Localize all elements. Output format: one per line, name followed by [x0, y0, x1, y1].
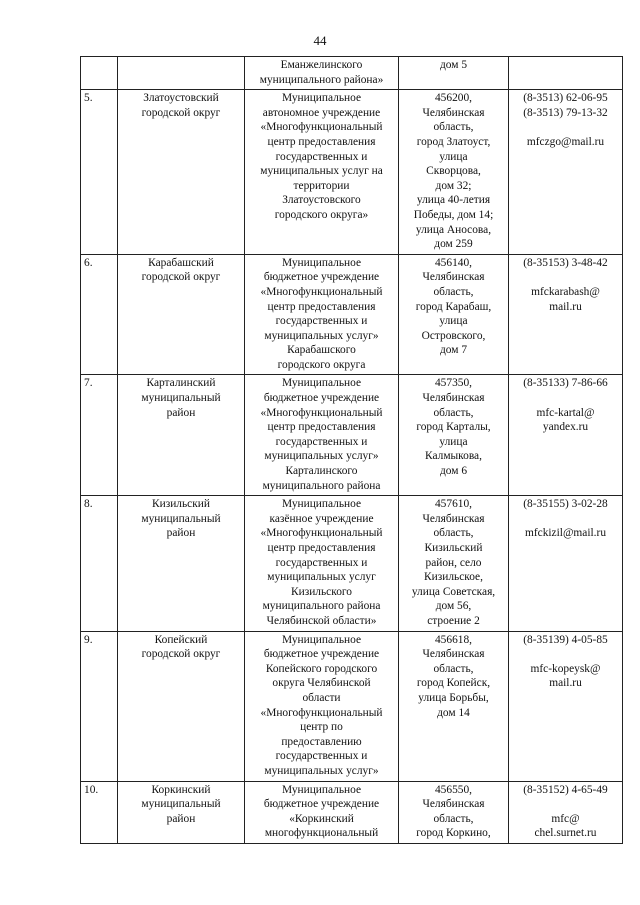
email-line: mfc@: [551, 812, 580, 825]
organization-line: муниципального района: [262, 600, 381, 613]
spacer: [512, 512, 619, 527]
address-line: 456140,: [434, 256, 473, 269]
municipality-line: район: [166, 406, 196, 419]
organization-line: государственных и: [275, 556, 368, 569]
organization-line: центр предоставления: [267, 421, 376, 434]
contact-cell: [509, 57, 623, 90]
organization-line: муниципальных услуг»: [264, 450, 379, 463]
email-line: mfc-kopeysk@: [530, 662, 601, 675]
organization-line: муниципальных услуг»: [264, 329, 379, 342]
organization-line: Муниципальное: [281, 633, 362, 646]
row-number: 5.: [81, 90, 118, 255]
address-cell: [399, 90, 509, 255]
registry-body: [81, 57, 623, 844]
address-line: 456550,: [434, 783, 473, 796]
organization-line: автономное учреждение: [262, 106, 381, 119]
address-line: 457610,: [434, 498, 473, 511]
municipality-cell: [118, 375, 245, 496]
municipality-cell: [118, 57, 245, 90]
organization-line: округа Челябинской: [272, 677, 371, 690]
table-row: [81, 57, 623, 90]
table-row: [81, 631, 623, 781]
email-line: yandex.ru: [542, 421, 589, 434]
address-line: дом 14: [437, 706, 470, 719]
address-cell: [399, 254, 509, 375]
spacer: [512, 647, 619, 662]
organization-line: Карталинского: [285, 465, 358, 478]
organization-line: бюджетное учреждение: [263, 271, 380, 284]
address-line: область,: [433, 406, 474, 419]
address-cell: [399, 781, 509, 843]
mfc-registry-table: [80, 56, 623, 844]
email-line: mfczgo@mail.ru: [526, 135, 605, 148]
table-row: [81, 375, 623, 496]
organization-line: предоставлению: [281, 735, 362, 748]
phone-line: (8-3513) 79-13-32: [523, 106, 608, 119]
contact-cell: [509, 631, 623, 781]
phone-line: (8-35155) 3-02-28: [523, 498, 608, 511]
organization-line: территории: [293, 179, 350, 192]
municipality-line: муниципальный: [141, 512, 221, 525]
municipality-cell: [118, 90, 245, 255]
address-line: область,: [433, 527, 474, 540]
organization-line: Челябинской области»: [266, 614, 377, 627]
municipality-line: Карабашский: [148, 256, 214, 269]
organization-line: Муниципальное: [281, 92, 362, 105]
table-row: [81, 254, 623, 375]
address-cell: [399, 496, 509, 631]
organization-line: Муниципальное: [281, 377, 362, 390]
address-line: Скворцова,: [426, 165, 481, 178]
address-line: улица: [439, 315, 468, 328]
organization-cell: [245, 375, 399, 496]
address-line: дом 259: [434, 238, 473, 251]
address-line: 457350,: [434, 377, 473, 390]
organization-line: казённое учреждение: [269, 512, 374, 525]
organization-line: «Коркинский: [289, 812, 354, 825]
organization-line: Еманжелинского: [280, 59, 363, 71]
address-line: Челябинская: [422, 512, 485, 525]
row-number: 9.: [81, 631, 118, 781]
contact-cell: [509, 254, 623, 375]
municipality-line: район: [166, 812, 196, 825]
organization-line: Муниципальное: [281, 783, 362, 796]
address-line: Кизильское,: [424, 571, 483, 584]
contact-cell: [509, 781, 623, 843]
address-line: область,: [433, 285, 474, 298]
organization-line: муниципальных услуг»: [264, 764, 379, 777]
organization-cell: [245, 496, 399, 631]
address-line: Кизильский: [424, 542, 483, 554]
address-line: Островского,: [421, 329, 486, 342]
email-line: mail.ru: [549, 677, 582, 690]
address-line: район, село: [425, 556, 482, 569]
phone-line: (8-35139) 4-05-85: [523, 633, 608, 646]
municipality-cell: [118, 781, 245, 843]
spacer: [512, 797, 619, 812]
contact-cell: [509, 90, 623, 255]
phone-line: (8-35152) 4-65-49: [523, 783, 608, 796]
organization-line: «Многофункциональный: [260, 527, 383, 540]
organization-line: муниципального района: [262, 479, 381, 492]
municipality-line: район: [166, 527, 196, 540]
address-cell: [399, 631, 509, 781]
organization-line: городского округа: [277, 358, 366, 371]
address-line: улица: [439, 435, 468, 448]
organization-line: муниципального района»: [259, 73, 384, 86]
organization-line: бюджетное учреждение: [263, 392, 380, 405]
address-line: дом 5: [439, 59, 468, 71]
spacer: [512, 270, 619, 285]
phone-line: (8-35133) 7-86-66: [523, 377, 608, 390]
address-line: дом 56,: [435, 600, 472, 613]
address-line: город Златоуст,: [416, 135, 491, 148]
organization-line: бюджетное учреждение: [263, 798, 380, 811]
address-line: Калмыкова,: [425, 450, 482, 463]
email-line: mail.ru: [549, 300, 582, 313]
row-number: 6.: [81, 254, 118, 375]
address-line: область,: [433, 662, 474, 675]
address-line: Челябинская: [422, 271, 485, 284]
address-line: город Карталы,: [416, 421, 491, 434]
organization-cell: [245, 57, 399, 90]
address-line: дом 7: [439, 344, 468, 357]
organization-line: бюджетное учреждение: [263, 648, 380, 661]
address-line: Челябинская: [422, 392, 485, 405]
organization-line: муниципальных услуг: [267, 571, 376, 584]
municipality-line: Кизильский: [152, 498, 210, 511]
organization-line: области: [302, 691, 341, 704]
organization-cell: [245, 631, 399, 781]
address-line: 456618,: [434, 633, 473, 646]
address-line: город Карабаш,: [415, 300, 492, 313]
organization-line: государственных и: [275, 315, 368, 328]
table-row: [81, 781, 623, 843]
email-line: chel.surnet.ru: [534, 827, 597, 840]
address-line: дом 6: [439, 465, 468, 478]
table-row: [81, 496, 623, 631]
email-line: mfckizil@mail.ru: [524, 527, 607, 540]
municipality-cell: [118, 496, 245, 631]
row-number: 7.: [81, 375, 118, 496]
page-number: 44: [313, 33, 327, 48]
address-line: улица Борьбы,: [418, 691, 489, 704]
phone-line: (8-35153) 3-48-42: [523, 256, 608, 269]
organization-line: государственных и: [275, 750, 368, 763]
email-line: mfc-kartal@: [536, 406, 595, 419]
address-line: область,: [433, 121, 474, 134]
address-line: улица: [439, 150, 468, 163]
organization-line: Копейского городского: [265, 662, 378, 675]
row-number: 10.: [81, 781, 118, 843]
address-line: улица 40-летия: [416, 194, 491, 207]
row-number: [81, 57, 118, 90]
address-cell: [399, 375, 509, 496]
organization-line: центр по: [300, 721, 343, 734]
address-line: город Копейск,: [416, 677, 491, 690]
organization-line: муниципальных услуг на: [260, 165, 383, 178]
organization-line: государственных и: [275, 435, 368, 448]
row-number: 8.: [81, 496, 118, 631]
organization-cell: [245, 90, 399, 255]
organization-cell: [245, 254, 399, 375]
organization-line: центр предоставления: [267, 135, 376, 148]
organization-line: «Многофункциональный: [260, 121, 383, 134]
address-line: область,: [433, 812, 474, 825]
contact-cell: [509, 496, 623, 631]
municipality-line: городской округ: [141, 648, 221, 661]
spacer: [512, 391, 619, 406]
municipality-line: Карталинский: [146, 377, 216, 390]
spacer: [512, 120, 619, 135]
organization-line: «Многофункциональный: [260, 285, 383, 298]
address-line: 456200,: [434, 92, 473, 105]
address-line: улица Советская,: [411, 585, 496, 598]
address-line: Победы, дом 14;: [413, 208, 494, 221]
address-cell: [399, 57, 509, 90]
municipality-line: Коркинский: [151, 783, 211, 796]
table-row: [81, 90, 623, 255]
address-line: дом 32;: [435, 179, 472, 192]
organization-line: «Многофункциональный: [260, 406, 383, 419]
organization-line: многофункциональный: [264, 827, 379, 840]
organization-line: Муниципальное: [281, 256, 362, 269]
organization-line: «Многофункциональный: [260, 706, 383, 719]
organization-cell: [245, 781, 399, 843]
organization-line: Кизильского: [291, 585, 352, 598]
municipality-line: Копейский: [154, 633, 208, 646]
organization-line: городского округа»: [274, 208, 369, 221]
address-line: улица Аносова,: [415, 223, 492, 236]
email-line: mfckarabash@: [531, 285, 600, 298]
municipality-cell: [118, 631, 245, 781]
organization-line: Златоустовского: [282, 194, 361, 207]
address-line: город Коркино,: [416, 827, 491, 840]
municipality-line: Златоустовский: [143, 92, 219, 105]
municipality-line: городской округ: [141, 271, 221, 284]
address-line: Челябинская: [422, 798, 485, 811]
address-line: Челябинская: [422, 648, 485, 661]
address-line: строение 2: [427, 614, 480, 627]
organization-line: Карабашского: [287, 344, 356, 357]
address-line: Челябинская: [422, 106, 485, 119]
organization-line: Муниципальное: [281, 498, 362, 511]
municipality-cell: [118, 254, 245, 375]
organization-line: центр предоставления: [267, 542, 376, 554]
municipality-line: муниципальный: [141, 798, 221, 811]
organization-line: государственных и: [275, 150, 368, 163]
contact-cell: [509, 375, 623, 496]
organization-line: центр предоставления: [267, 300, 376, 313]
municipality-line: городской округ: [141, 106, 221, 119]
municipality-line: муниципальный: [141, 392, 221, 405]
phone-line: (8-3513) 62-06-95: [523, 92, 608, 105]
